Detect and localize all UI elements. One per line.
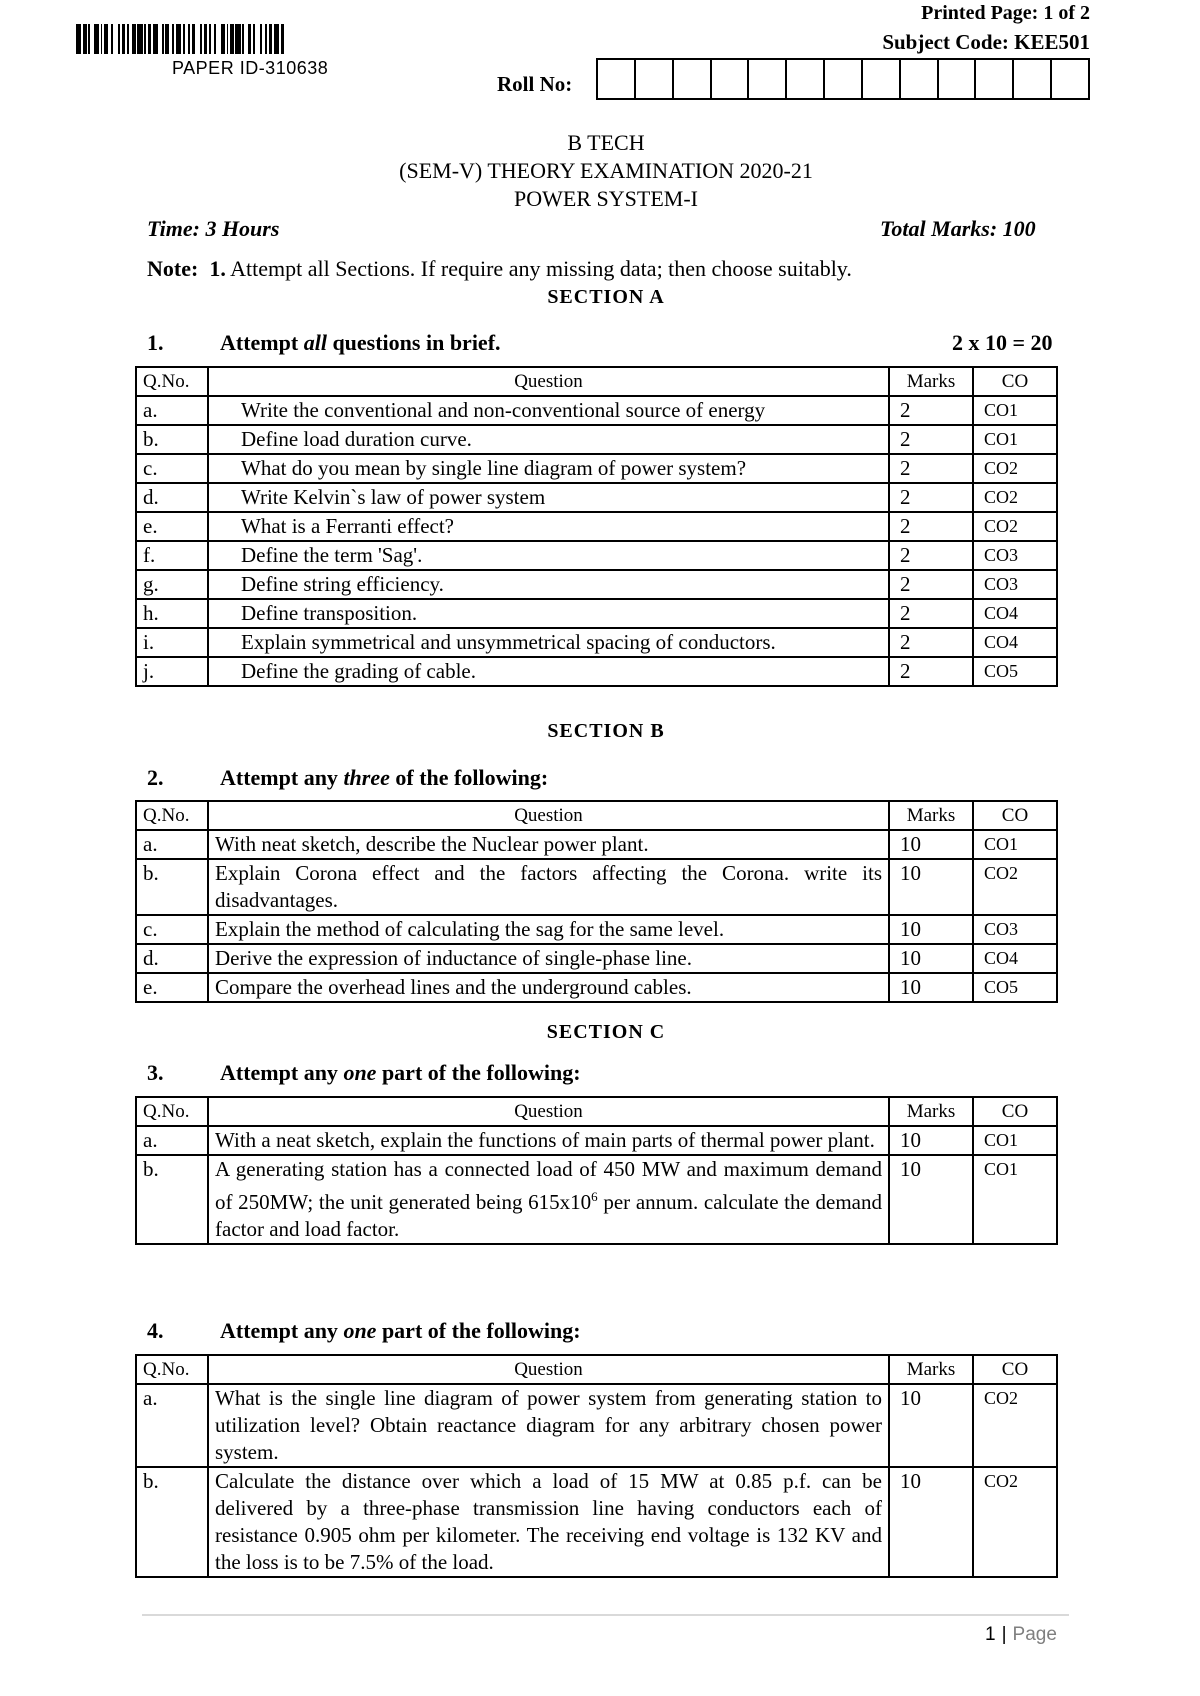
question-id: a. <box>136 830 208 859</box>
table-row <box>136 599 1057 628</box>
table-row <box>136 512 1057 541</box>
column-header-co: CO <box>973 1355 1057 1384</box>
question-marks: 10 <box>889 1467 973 1577</box>
q4-number: 4. <box>147 1318 164 1343</box>
course-outcome: CO1 <box>973 1126 1057 1155</box>
column-header-question: Question <box>208 1355 889 1384</box>
q4-instruction: Attempt any one part of the following: <box>220 1318 581 1343</box>
course-outcome: CO2 <box>973 1384 1057 1467</box>
question-marks: 2 <box>889 396 973 425</box>
q1-number: 1. <box>147 330 164 355</box>
roll-no-box[interactable] <box>825 60 863 98</box>
question-id: i. <box>136 628 208 657</box>
course-outcome: CO3 <box>973 541 1057 570</box>
question-text: Calculate the distance over which a load of 15 MW at 0.85 p.f. can be delivered by a three-phase transmission line having conductors each of resistance 0.905 ohm per kilometer. The receiving end voltage is 132 KV and the loss is to be 7.5% of the load. <box>208 1467 889 1577</box>
table-row <box>136 830 1057 859</box>
barcode-bar <box>214 24 216 54</box>
course-outcome: CO2 <box>973 859 1057 915</box>
barcode-bar <box>253 24 255 54</box>
question-id: a. <box>136 1126 208 1155</box>
column-header-co: CO <box>973 1097 1057 1126</box>
question-marks: 10 <box>889 859 973 915</box>
table-header-row <box>136 801 1057 830</box>
column-header-co: CO <box>973 367 1057 396</box>
barcode-bar <box>118 24 120 54</box>
course-outcome: CO4 <box>973 944 1057 973</box>
roll-no-box[interactable] <box>1052 60 1088 98</box>
barcode-bar <box>209 24 211 54</box>
section-c-q4-table <box>135 1354 1058 1578</box>
barcode-bar <box>221 24 225 54</box>
question-id: b. <box>136 1155 208 1244</box>
question-marks: 2 <box>889 628 973 657</box>
question-text: Explain symmetrical and unsymmetrical spacing of conductors. <box>208 628 889 657</box>
course-outcome: CO2 <box>973 483 1057 512</box>
roll-no-box[interactable] <box>901 60 939 98</box>
table-row <box>136 570 1057 599</box>
course-outcome: CO3 <box>973 915 1057 944</box>
question-id: d. <box>136 483 208 512</box>
note <box>147 256 852 282</box>
q2-instruction: Attempt any three of the following: <box>220 765 549 790</box>
barcode-bar <box>269 24 273 54</box>
barcode-bar <box>137 24 142 54</box>
section-a-table <box>135 366 1058 687</box>
question-marks: 10 <box>889 1155 973 1244</box>
page-separator: | <box>1001 1624 1007 1645</box>
barcode-bar <box>230 24 234 54</box>
roll-no-box[interactable] <box>1014 60 1052 98</box>
subject-code <box>882 30 1090 55</box>
question-marks: 10 <box>889 1384 973 1467</box>
course-outcome: CO3 <box>973 570 1057 599</box>
question-id: b. <box>136 425 208 454</box>
question-id: c. <box>136 454 208 483</box>
course-outcome: CO5 <box>973 973 1057 1002</box>
question-marks: 10 <box>889 973 973 1002</box>
program-title: B TECH <box>567 130 645 155</box>
barcode-bar <box>274 24 279 54</box>
column-header-qno: Q.No. <box>136 801 208 830</box>
q1-marks-spec: 2 x 10 = 20 <box>952 330 1053 355</box>
question-id: c. <box>136 915 208 944</box>
barcode-bar <box>153 24 158 54</box>
barcode-bar <box>94 24 99 54</box>
course-outcome: CO2 <box>973 454 1057 483</box>
exam-title: (SEM-V) THEORY EXAMINATION 2020-21 <box>399 158 813 183</box>
roll-no-box[interactable] <box>636 60 674 98</box>
table-row <box>136 859 1057 915</box>
note-label: Note: <box>147 256 199 281</box>
question-text: Define string efficiency. <box>208 570 889 599</box>
table-row <box>136 483 1057 512</box>
barcode-bar <box>248 24 252 54</box>
barcode-bar <box>235 24 240 54</box>
time-allowed: Time: 3 Hours <box>147 216 280 241</box>
page-footer <box>985 1624 1057 1646</box>
column-header-question: Question <box>208 801 889 830</box>
question-id: f. <box>136 541 208 570</box>
barcode-bar <box>148 24 152 54</box>
question-text: What is the single line diagram of power system from generating station to utilization level? Obtain reactance diagram for any arbitrary chosen power system. <box>208 1384 889 1467</box>
barcode-bar <box>88 24 90 54</box>
roll-no-box[interactable] <box>976 60 1014 98</box>
barcode-bar <box>104 24 108 54</box>
barcode-bar <box>122 24 126 54</box>
printed-page: Printed Page: 1 of 2 <box>921 2 1090 24</box>
barcode <box>76 24 436 54</box>
table-row <box>136 657 1057 686</box>
table-row <box>136 1155 1057 1244</box>
roll-no-box[interactable] <box>939 60 977 98</box>
question-id: e. <box>136 973 208 1002</box>
question-marks: 10 <box>889 944 973 973</box>
section-b-table <box>135 800 1058 1003</box>
question-text: Write the conventional and non-conventional source of energy <box>208 396 889 425</box>
total-marks: Total Marks: 100 <box>880 216 1036 241</box>
course-outcome: CO2 <box>973 1467 1057 1577</box>
course-outcome: CO2 <box>973 512 1057 541</box>
table-header-row <box>136 1355 1057 1384</box>
table-row <box>136 454 1057 483</box>
barcode-bar <box>192 24 196 54</box>
q3-number: 3. <box>147 1060 164 1085</box>
column-header-marks: Marks <box>889 1097 973 1126</box>
question-text: With neat sketch, describe the Nuclear power plant. <box>208 830 889 859</box>
table-header-row <box>136 367 1057 396</box>
table-row <box>136 973 1057 1002</box>
barcode-bar <box>172 24 174 54</box>
table-row <box>136 1467 1057 1577</box>
column-header-qno: Q.No. <box>136 367 208 396</box>
barcode-bar <box>83 24 87 54</box>
question-id: b. <box>136 859 208 915</box>
table-row <box>136 944 1057 973</box>
section-b-title: SECTION B <box>547 720 665 742</box>
column-header-qno: Q.No. <box>136 1097 208 1126</box>
course-outcome: CO4 <box>973 628 1057 657</box>
question-marks: 2 <box>889 570 973 599</box>
barcode-bar <box>165 24 169 54</box>
column-header-qno: Q.No. <box>136 1355 208 1384</box>
question-marks: 2 <box>889 483 973 512</box>
paper-id: PAPER ID-310638 <box>172 58 329 78</box>
course-outcome: CO1 <box>973 830 1057 859</box>
column-header-marks: Marks <box>889 801 973 830</box>
roll-no-box[interactable] <box>749 60 787 98</box>
question-marks: 2 <box>889 512 973 541</box>
course-outcome: CO4 <box>973 599 1057 628</box>
course-outcome: CO1 <box>973 396 1057 425</box>
table-row <box>136 915 1057 944</box>
question-id: b. <box>136 1467 208 1577</box>
roll-no-box[interactable] <box>674 60 712 98</box>
note-text: Attempt all Sections. If require any missing data; then choose suitably. <box>230 256 852 281</box>
column-header-marks: Marks <box>889 1355 973 1384</box>
course-outcome: CO5 <box>973 657 1057 686</box>
barcode-bar <box>204 24 208 54</box>
barcode-bar <box>162 24 164 54</box>
question-id: d. <box>136 944 208 973</box>
barcode-bar <box>260 24 262 54</box>
note-number: 1. <box>209 256 226 281</box>
question-marks: 2 <box>889 541 973 570</box>
question-text: With a neat sketch, explain the functions of main parts of thermal power plant. <box>208 1126 889 1155</box>
barcode-bar <box>183 24 185 54</box>
question-text: Define the grading of cable. <box>208 657 889 686</box>
barcode-bar <box>200 24 202 54</box>
table-row <box>136 396 1057 425</box>
subject-code-label: Subject Code: <box>882 30 1009 54</box>
question-text: Derive the expression of inductance of single-phase line. <box>208 944 889 973</box>
barcode-bar <box>76 24 81 54</box>
course-outcome: CO1 <box>973 425 1057 454</box>
barcode-bar <box>176 24 181 54</box>
question-text: What is a Ferranti effect? <box>208 512 889 541</box>
barcode-bar <box>242 24 244 54</box>
question-text: Compare the overhead lines and the underground cables. <box>208 973 889 1002</box>
question-id: a. <box>136 396 208 425</box>
footer-divider <box>142 1614 1069 1616</box>
question-text: Define transposition. <box>208 599 889 628</box>
section-c-q3-table <box>135 1096 1058 1245</box>
section-a-title: SECTION A <box>547 286 665 308</box>
roll-no-box[interactable] <box>787 60 825 98</box>
q2-number: 2. <box>147 765 164 790</box>
question-text: Explain Corona effect and the factors affecting the Corona. write its disadvantages. <box>208 859 889 915</box>
barcode-bar <box>265 24 267 54</box>
question-id: g. <box>136 570 208 599</box>
question-text: Write Kelvin`s law of power system <box>208 483 889 512</box>
barcode-bar <box>127 24 129 54</box>
question-text: Explain the method of calculating the sag for the same level. <box>208 915 889 944</box>
table-row <box>136 1126 1057 1155</box>
question-marks: 2 <box>889 425 973 454</box>
column-header-co: CO <box>973 801 1057 830</box>
question-marks: 10 <box>889 1126 973 1155</box>
table-row <box>136 425 1057 454</box>
barcode-bar <box>144 24 146 54</box>
question-id: a. <box>136 1384 208 1467</box>
roll-no-box[interactable] <box>863 60 901 98</box>
page-label: Page <box>1012 1624 1057 1645</box>
table-row <box>136 1384 1057 1467</box>
question-marks: 10 <box>889 830 973 859</box>
q1-instruction: Attempt all questions in brief. <box>220 330 501 355</box>
barcode-bar <box>132 24 136 54</box>
column-header-question: Question <box>208 367 889 396</box>
question-marks: 2 <box>889 599 973 628</box>
question-text: Define load duration curve. <box>208 425 889 454</box>
subject-code-value: KEE501 <box>1014 30 1090 54</box>
roll-no-box[interactable] <box>598 60 636 98</box>
barcode-bar <box>281 24 285 54</box>
table-header-row <box>136 1097 1057 1126</box>
table-row <box>136 628 1057 657</box>
question-text: A generating station has a connected load of 450 MW and maximum demand of 250MW; the unit generated being $615x10^6$ per annum. calculate the demand factor and load factor. <box>208 1155 889 1244</box>
roll-no-box[interactable] <box>712 60 750 98</box>
barcode-bar <box>101 24 103 54</box>
table-row <box>136 541 1057 570</box>
column-header-question: Question <box>208 1097 889 1126</box>
barcode-bar <box>188 24 190 54</box>
question-id: h. <box>136 599 208 628</box>
barcode-bar <box>111 24 113 54</box>
question-marks: 2 <box>889 454 973 483</box>
course-outcome: CO1 <box>973 1155 1057 1244</box>
question-marks: 10 <box>889 915 973 944</box>
question-text: What do you mean by single line diagram of power system? <box>208 454 889 483</box>
question-id: j. <box>136 657 208 686</box>
section-c-title: SECTION C <box>546 1021 666 1043</box>
question-text: Define the term 'Sag'. <box>208 541 889 570</box>
roll-no-label: Roll No: <box>497 72 573 96</box>
barcode-bar <box>227 24 229 54</box>
question-id: e. <box>136 512 208 541</box>
page-number: 1 <box>985 1624 996 1645</box>
q3-instruction: Attempt any one part of the following: <box>220 1060 581 1085</box>
column-header-marks: Marks <box>889 367 973 396</box>
roll-no-boxes[interactable] <box>596 58 1090 100</box>
subject-title: POWER SYSTEM-I <box>514 186 698 211</box>
question-marks: 2 <box>889 657 973 686</box>
